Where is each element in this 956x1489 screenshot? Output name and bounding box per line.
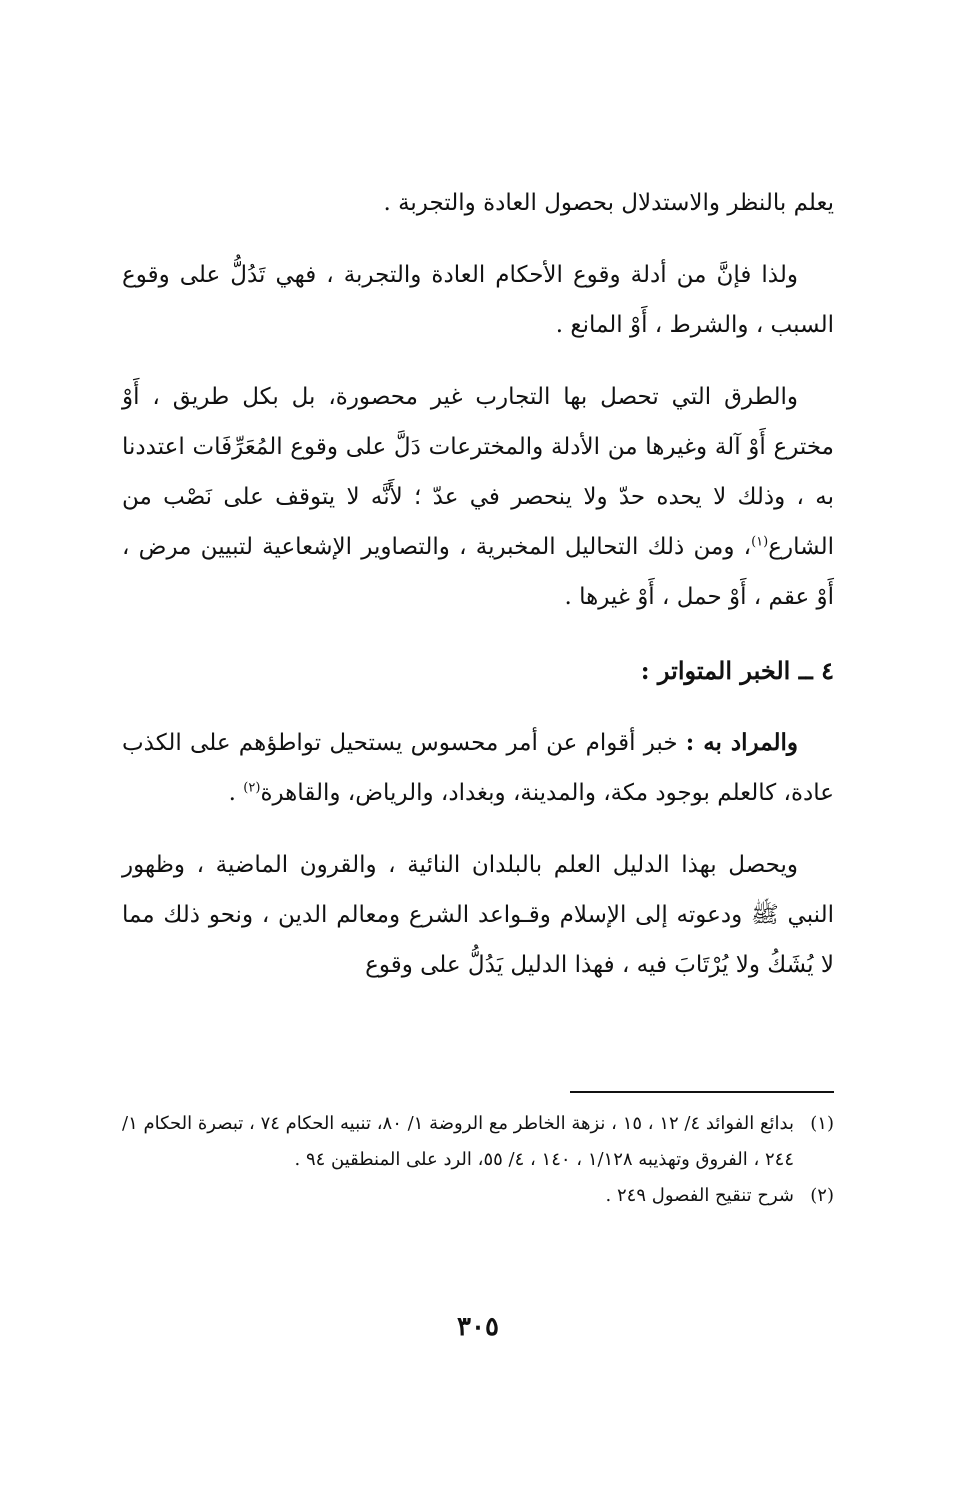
paragraph-4 (122, 718, 834, 818)
footnote-2 (122, 1178, 834, 1214)
paragraph-5-text: ويحصل بهذا الدليل العلم بالبلدان النائية ، والقرون الماضية ، وظهور النبي ﷺ ودعوته إلى الإسلام وقـواعد الشرع ومعالم الدين ، ونحو ذلك مما لا يُشَكُ ولا يُرْتَابَ فيه ، فهذا الدليل يَدُلُّ على وقوع (122, 852, 834, 978)
paragraph-1 (122, 178, 834, 228)
footnote-separator (570, 1091, 834, 1093)
paragraph-4-text-end: . (228, 780, 244, 806)
paragraph-3 (122, 372, 834, 622)
paragraph-2-text: ولذا فإنَّ من أدلة وقوع الأحكام العادة والتجربة ، فهي تَدُلُّ على وقوع السبب ، والشرط ، أَوْ المانع . (122, 262, 834, 338)
paragraph-4-text: خبر أقوام عن أمر محسوس يستحيل تواطؤهم على الكذب عادة، كالعلم بوجود مكة، والمدينة، وبغداد، والرياض، والقاهرة (122, 730, 834, 806)
section-heading: ٤ ــ الخبر المتواتر : (640, 656, 834, 685)
main-text (122, 178, 834, 990)
paragraph-3-text-start: والطرق التي تحصل بها التجارب غير محصورة، بل بكل طريق ، أَوْ مخترع أَوْ آلة وغيرها من الأدلة والمخترعات دَلَّ على وقوع المُعَرِّفَات اعتددنا به ، وذلك لا يحده حدّ ولا ينحصر في عدّ ؛ لأَنَّه لا يتوقف على نَصْب من الشارع (122, 384, 834, 560)
footnote-1 (122, 1106, 834, 1178)
paragraph-5 (122, 840, 834, 990)
page-number: ٣٠٥ (457, 1312, 499, 1342)
footnote-1-text: بدائع الفوائد ٤/ ١٢ ، ١٥ ، نزهة الخاطر مع الروضة ١/ ٨٠، تنبيه الحكام ٧٤ ، تبصرة الحكام ١/ ٢٤٤ ، الفروق وتهذيبه ١/١٢٨ ، ١٤٠ ، ٤/ ٥٥، الرد على المنطقين ٩٤ . (122, 1113, 794, 1170)
footnote-2-number: (٢) (810, 1185, 834, 1206)
paragraph-1-text: يعلم بالنظر والاستدلال بحصول العادة والتجربة . (383, 190, 834, 216)
paragraph-3-text-end: ، ومن ذلك التحاليل المخبرية ، والتصاوير الإشعاعية لتبيين مرض ، أَوْ عقم ، أَوْ حمل ، أَوْ غيرها . (122, 534, 834, 610)
paragraph-2 (122, 250, 834, 350)
footnote-2-text: شرح تنقيح الفصول ٢٤٩ . (605, 1185, 794, 1206)
footnote-ref-2[interactable]: (٢) (243, 780, 261, 796)
definition-lead: والمراد به : (685, 729, 798, 756)
footnote-ref-1[interactable]: (١) (751, 534, 769, 550)
footnotes (122, 1106, 834, 1214)
footnote-1-number: (١) (810, 1113, 834, 1134)
